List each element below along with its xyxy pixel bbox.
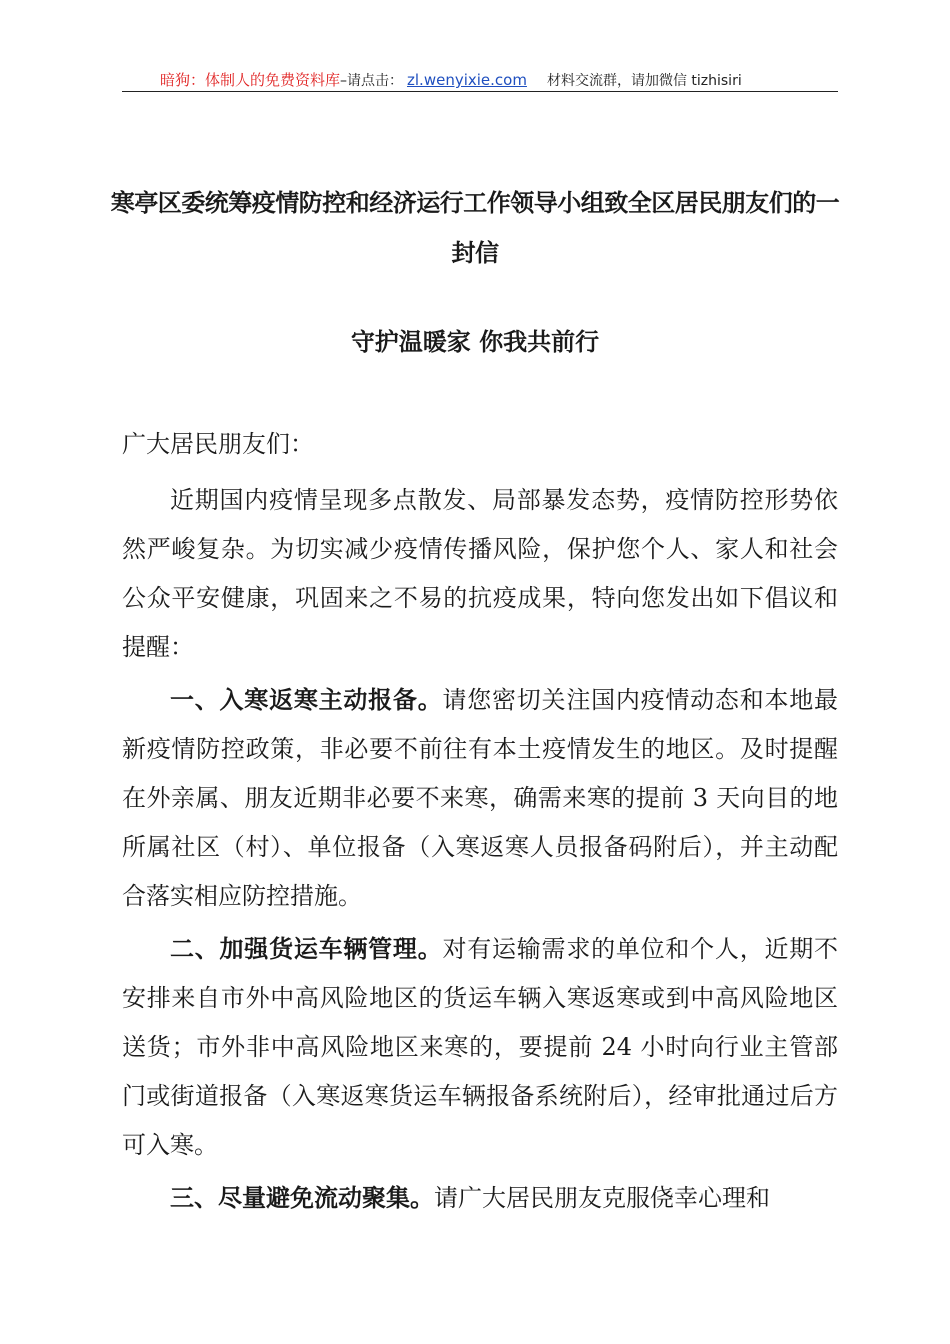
- paragraph-lead: 三、尽量避免流动聚集。: [170, 1183, 434, 1212]
- paragraph-text: 请您密切关注国内疫情动态和本地最新疫情防控政策，非必要不前往有本土疫情发生的地区。及时提醒在外亲属、朋友近期非必要不来寒，确需来寒的提前 3 天向目的地所属社区（村）、单位报备（入寒返寒人员报备码附后），并主动配合落实相应防控措施。: [122, 686, 839, 910]
- header-line: [160, 69, 742, 90]
- paragraph-text: 请广大居民朋友克服侥幸心理和: [434, 1184, 770, 1212]
- paragraph-item-2: [122, 924, 838, 1170]
- document-body: [122, 420, 838, 1223]
- paragraph-lead: 二、加强货运车辆管理。: [170, 934, 443, 963]
- paragraph-item-3: [122, 1173, 838, 1223]
- paragraph-intro: [122, 476, 838, 672]
- greeting: 广大居民朋友们：: [122, 430, 314, 458]
- header-click-prompt: –请点击：: [340, 73, 404, 89]
- paragraph-text: 对有运输需求的单位和个人，近期不安排来自市外中高风险地区的货运车辆入寒返寒或到中高风险地区送货；市外非中高风险地区来寒的，要提前 24 小时向行业主管部门或街道报备（入寒返寒货运车辆报备系统附后），经审批通过后方可入寒。: [122, 935, 839, 1159]
- document-title: 寒亭区委统筹疫情防控和经济运行工作领导小组致全区居民朋友们的一封信: [110, 188, 840, 267]
- paragraph-lead: 一、入寒返寒主动报备。: [170, 685, 443, 714]
- header-url-link[interactable]: zl.wenyixie.com: [407, 71, 527, 89]
- header-brand: 暗狗：体制人的免费资料库: [160, 71, 341, 89]
- paragraph-item-1: [122, 675, 838, 921]
- header-contact: 材料交流群，请加微信 tizhisiri: [546, 73, 742, 89]
- paragraph-text: 近期国内疫情呈现多点散发、局部暴发态势，疫情防控形势依然严峻复杂。为切实减少疫情传播风险，保护您个人、家人和社会公众平安健康，巩固来之不易的抗疫成果，特向您发出如下倡议和提醒：: [122, 486, 838, 661]
- document-subtitle: 守护温暖家 你我共前行: [350, 327, 600, 356]
- page-header: [122, 68, 838, 92]
